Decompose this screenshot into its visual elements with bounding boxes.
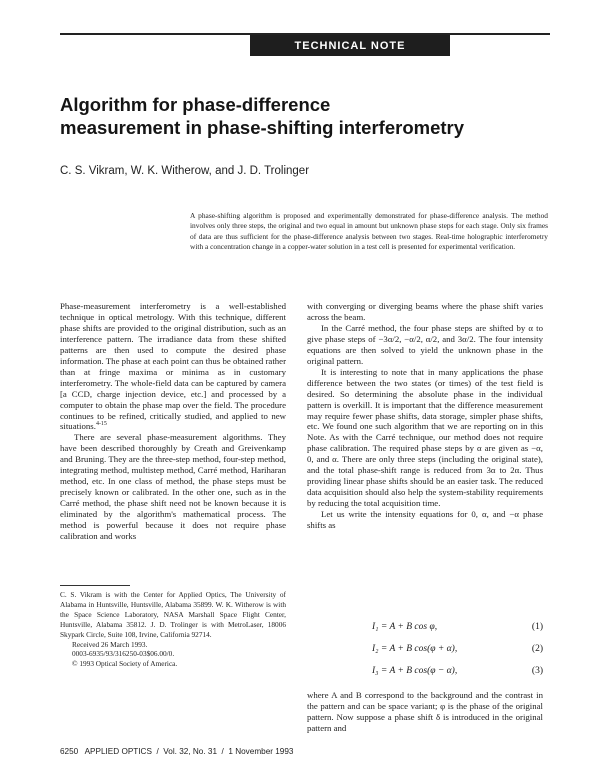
equation-3 [307, 666, 543, 680]
footnote-code: 0003-6935/93/316250-03$06.00/0. [72, 649, 175, 659]
equation-2-expr: I₂ = A + B cos(φ + α), [372, 644, 458, 654]
reference-marker: 4-15 [95, 421, 107, 428]
article-title [60, 93, 560, 139]
left-paragraph-2: There are several phase-measurement algorithms. They have been described thoroughly by Creath and Greivenkamp and Bruning. They are the three-step method, four-step method, integrating method, multistep method, Carré method, Hariharan method, etc. In one class of method, the phase steps must be precisely known or calibrated. In the other one, such as in the Carré method, the phase shift need not be known because it is eliminated by the algorithm's mathematical process. The method is powerful because it does not require phase calibration and works [60, 432, 286, 542]
footnote-received: Received 26 March 1993. [72, 639, 148, 649]
right-paragraph-5: where A and B correspond to the background and the contrast in the pattern and can be space variant; φ is the phase of the original pattern. Now suppose a phase shift δ is introduced in the original pattern and [307, 690, 543, 733]
abstract: A phase-shifting algorithm is proposed and experimentally demonstrated for phase-difference analysis. The method involves only three steps, the original and two equal in amount but unknown phase steps for each stage. Only six frames of data are thus sufficient for the phase-difference analysis between two stages. Real-time holographic interferometry with a concentration change in a copper-water solution in a test cell is presented for experimental verification. [190, 211, 548, 252]
title-line-2: measurement in phase-shifting interferometry [60, 117, 465, 138]
left-paragraph-1 [60, 301, 286, 432]
page-footer: 6250 APPLIED OPTICS / Vol. 32, No. 31 / 1 November 1993 [60, 747, 294, 756]
equation-3-number: (3) [531, 666, 543, 676]
equation-3-expr: I₃ = A + B cos(φ − α), [372, 666, 458, 676]
equation-1-expr: I₁ = A + B cos φ, [372, 622, 438, 632]
footnote [60, 590, 286, 669]
equation-2-number: (2) [531, 644, 543, 654]
right-paragraph-3: It is interesting to note that in many applications the phase difference between the two states (or times) of the test field is desired. So determining the absolute phase in the individual pattern is overkill. It is important that the difference measurement may require fewer phase shifts, data storage, simpler phase shifts, etc. We found one such algorithm that we are reporting on in this Note. As with the Carré technique, our method does not require phase calibration. The required phase steps by α are given as −α, 0, and α. There are only three steps (including the original state), and the total phase-shift range is reduced from 3α to 2α. Thus providing linear phase shifts should be an easier task. The reduced data acquisition should also help the system-stability requirements by reducing the total acquisition time. [307, 366, 543, 509]
technical-note-banner: TECHNICAL NOTE [250, 35, 450, 56]
footnote-copyright: © 1993 Optical Society of America. [72, 659, 178, 669]
authors: C. S. Vikram, W. K. Witherow, and J. D. Trolinger [60, 165, 310, 177]
right-paragraph-4: Let us write the intensity equations for 0, α, and −α phase shifts as [307, 509, 543, 531]
equation-2 [307, 644, 543, 658]
right-column [307, 301, 543, 531]
right-column-continued [307, 690, 543, 734]
footnote-affiliations: C. S. Vikram is with the Center for Applied Optics, The University of Alabama in Huntsville, Huntsville, Alabama 35899. W. K. Witherow is with the Space Science Laboratory, NASA Marshall Space Flight Center, Huntsville, Alabama 35812. J. D. Trolinger is with MetroLaser, 18006 Skypark Circle, Suite 108, Irvine, California 92714. [60, 590, 286, 639]
left-column [60, 301, 286, 542]
right-paragraph-2: In the Carré method, the four phase steps are shifted by α to give phase steps of −3α/2, −α/2, α/2, and 3α/2. The four intensity equations are then solved to yield the unknown phase in the original pattern. [307, 322, 543, 366]
footnote-rule [60, 585, 130, 586]
left-paragraph-1-text: Phase-measurement interferometry is a well-established technique in optical metrology. With this technique, different phase shifts are provided to the original distribution, such as an interference pattern. The irradiance data from these shifted patterns are then used to compute the desired phase information. The phase at each point can thus be obtained rather than at fringe maxima or minima as in customary interferometry. The whole-field data can be captured by camera [a CCD, charge injection device, etc.] and processed by a computer to obtain the phase map over the field. The procedure continues to be refined, critically studied, and applied to new situations. [60, 301, 286, 432]
right-paragraph-1: with converging or diverging beams where the phase shift varies across the beam. [307, 301, 543, 322]
title-line-1: Algorithm for phase-difference [60, 94, 331, 115]
equation-1-number: (1) [531, 622, 543, 632]
equation-1 [307, 622, 543, 636]
